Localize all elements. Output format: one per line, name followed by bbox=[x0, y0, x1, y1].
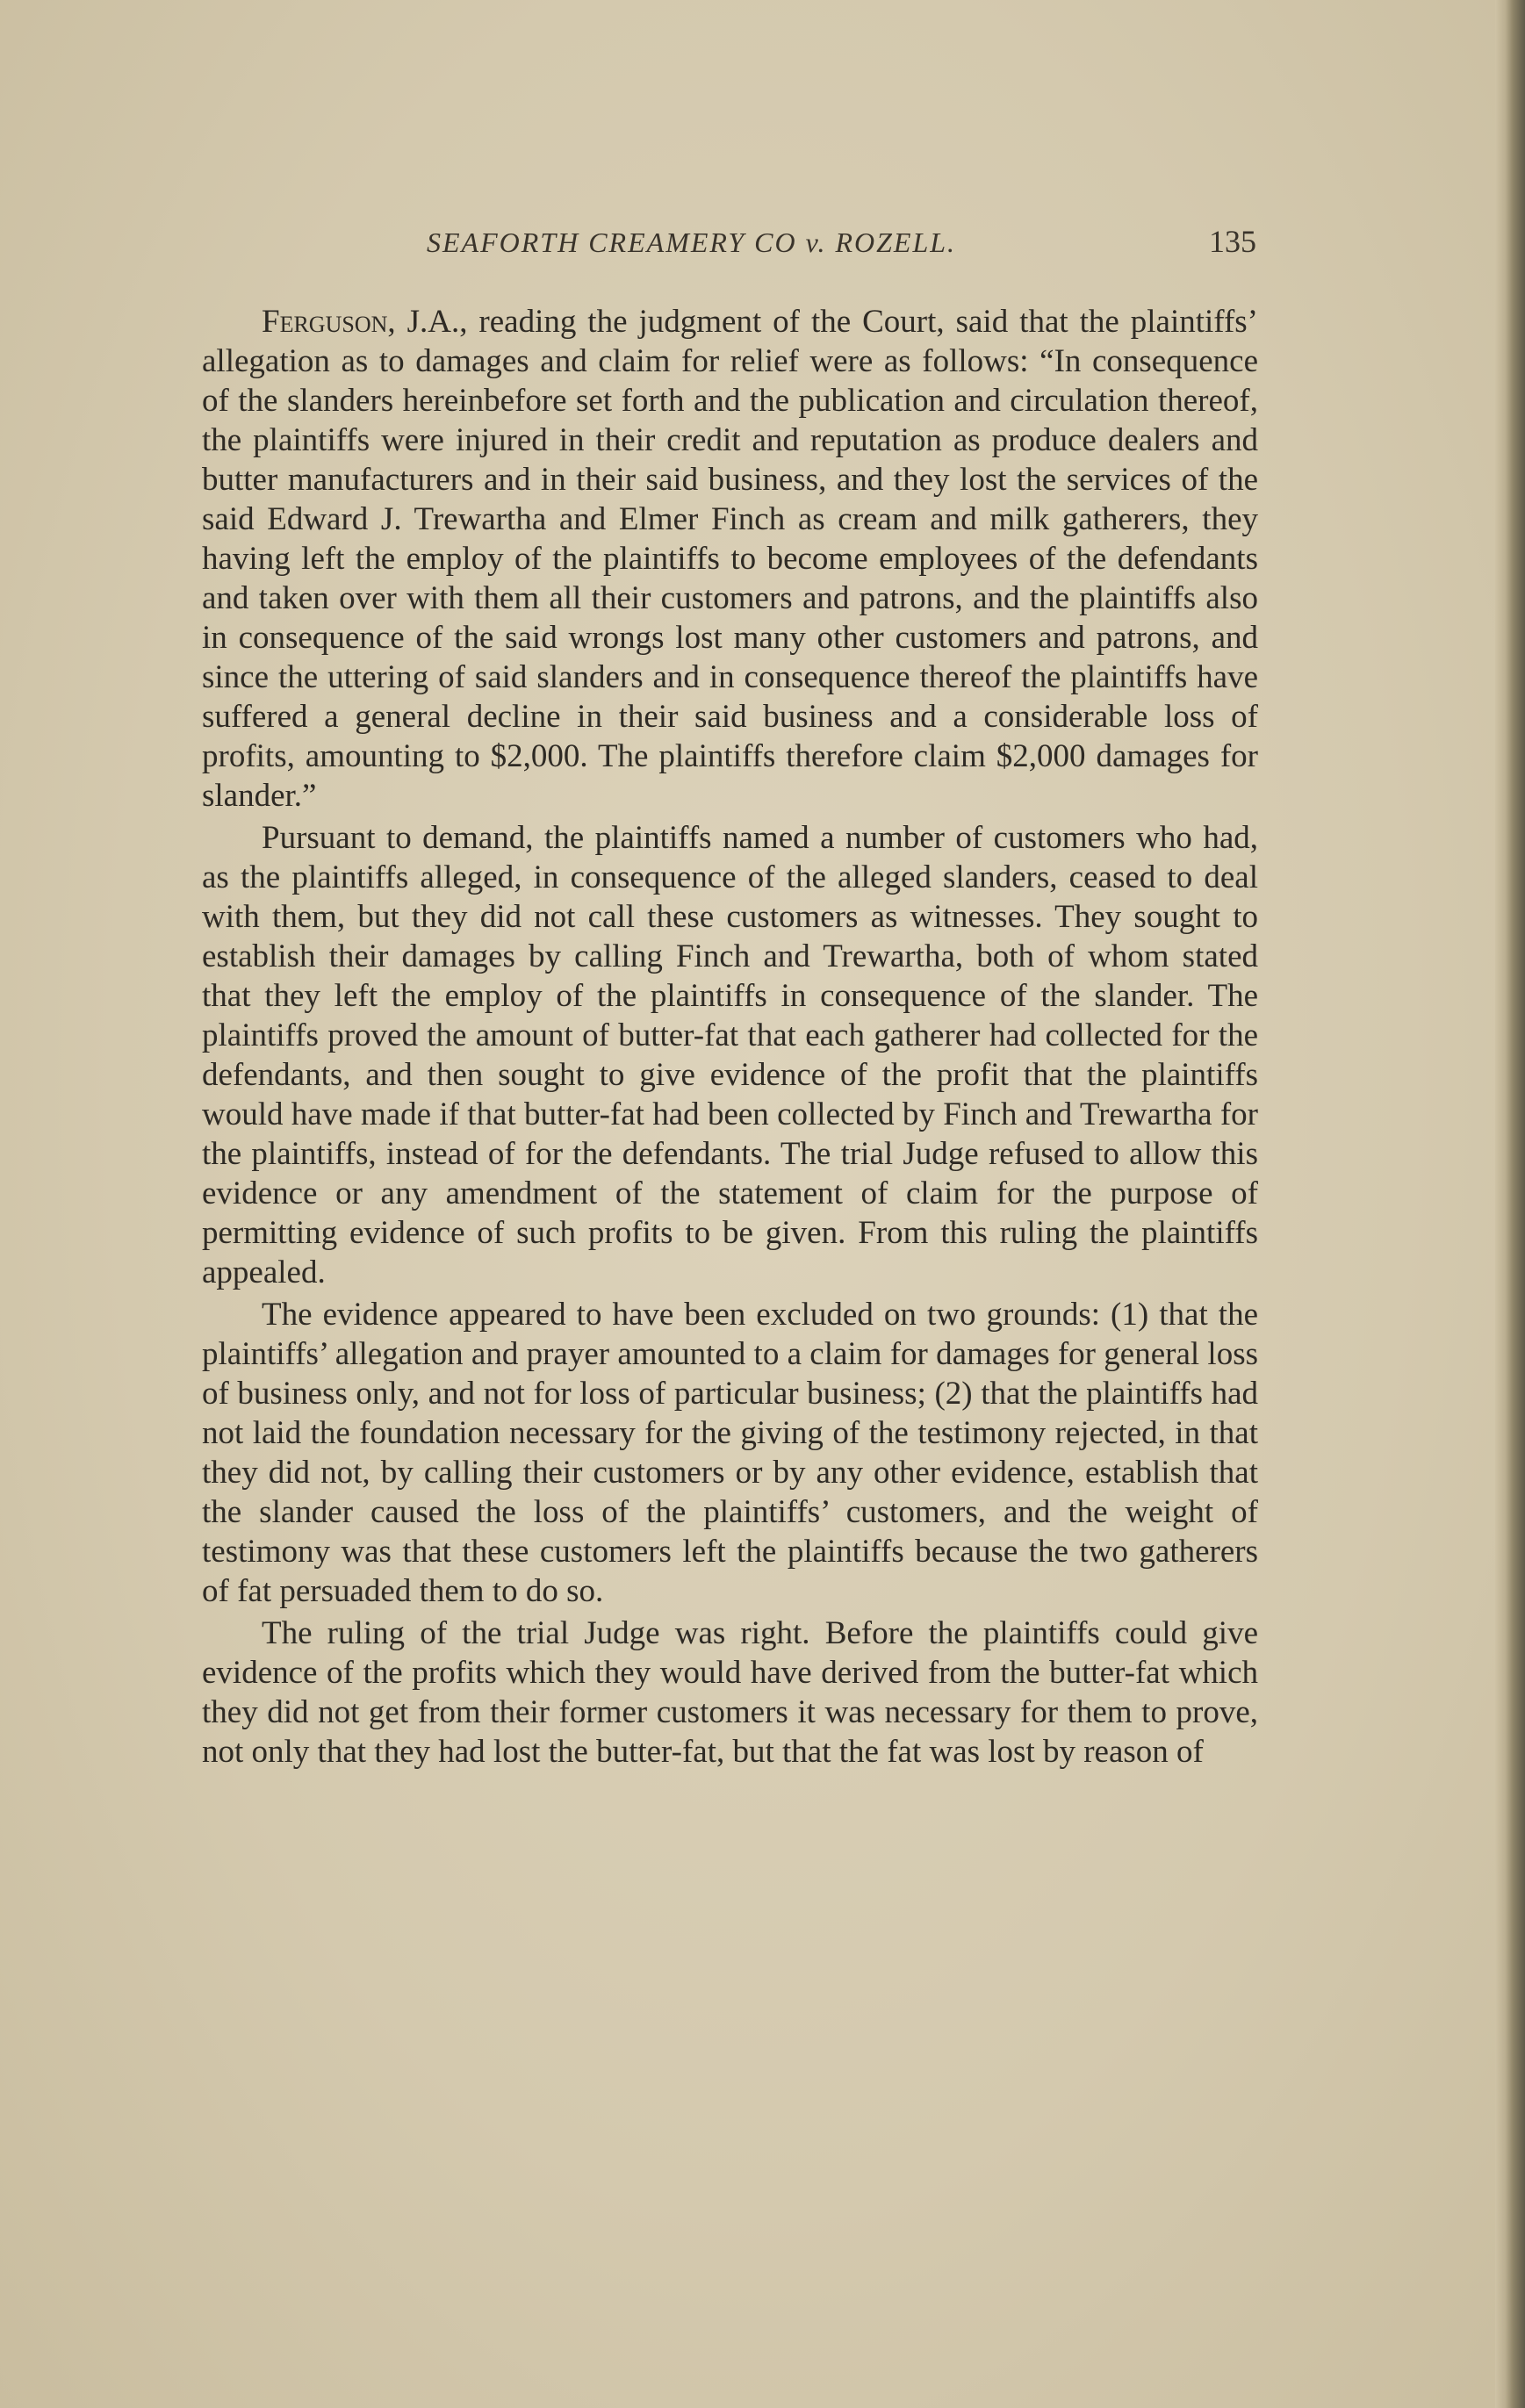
judge-name: Ferguson bbox=[262, 304, 388, 340]
page-number: 135 bbox=[1209, 224, 1256, 259]
book-gutter-shadow bbox=[1495, 0, 1525, 2408]
paragraph-3: The evidence appeared to have been excluded on two grounds: (1) that the plaintiffs’ allegation and prayer amounted to a claim for damages for general loss of business only, and not for loss of particular business; (2) that the plaintiffs had not laid the foundation necessary for the giving of the testimony rejected, in that they did not, by calling their customers or by any other evidence, establish that the slander caused the loss of the plaintiffs’ customers, and the weight of testimony was that these customers left the plaintiffs because the two gatherers of fat persuaded them to do so. bbox=[202, 1297, 1258, 1609]
paragraph-2: Pursuant to demand, the plaintiffs named a number of customers who had, as the plaintiffs alleged, in consequence of the alleged slanders, ceased to deal with them, but they did not call these customers as witnesses. They sought to establish their damages by calling Finch and Trewartha, both of whom stated that they left the employ of the plaintiffs in consequence of the slander. The plaintiffs proved the amount of butter-fat that each gatherer had collected for the defendants, and then sought to give evidence of the profit that the plaintiffs would have made if that butter-fat had been collected by Finch and Trewartha for the plaintiffs, instead of for the defendants. The trial Judge refused to allow this evidence or any amendment of the statement of claim for the purpose of permitting evidence of such profits to be given. From this ruling the plaintiffs appealed. bbox=[202, 820, 1258, 1290]
paragraph-1-text: , J.A., reading the judgment of the Court, said that the plaintiffs’ allegation as to damages and claim for relief were as follows: “In consequence of the slanders hereinbefore set forth and the publication and circulation thereof, the plaintiffs were injured in their credit and reputation as produce dealers and butter manufacturers and in their said business, and they lost the services of the said Edward J. Trewartha and Elmer Finch as cream and milk gatherers, they having left the employ of the plaintiffs to become employees of the defendants and taken over with them all their customers and patrons, and the plaintiffs also in consequence of the said wrongs lost many other customers and patrons, and since the uttering of said slanders and in consequence thereof the plaintiffs have suffered a general decline in their said business and a considerable loss of profits, amounting to $2,000. The plaintiffs therefore claim $2,000 damages for slander.” bbox=[202, 304, 1258, 814]
paragraph-4: The ruling of the trial Judge was right. Before the plaintiffs could give evidence of the profits which they would have derived from the butter-fat which they did not get from their former customers it was necessary for them to prove, not only that they had lost the butter-fat, but that the fat was lost by reason of bbox=[202, 1615, 1258, 1770]
paragraph-1 bbox=[202, 302, 1258, 816]
running-head-title: SEAFORTH CREAMERY CO v. ROZELL. bbox=[427, 226, 957, 258]
body-text bbox=[202, 302, 1258, 1772]
running-head bbox=[207, 219, 1256, 267]
